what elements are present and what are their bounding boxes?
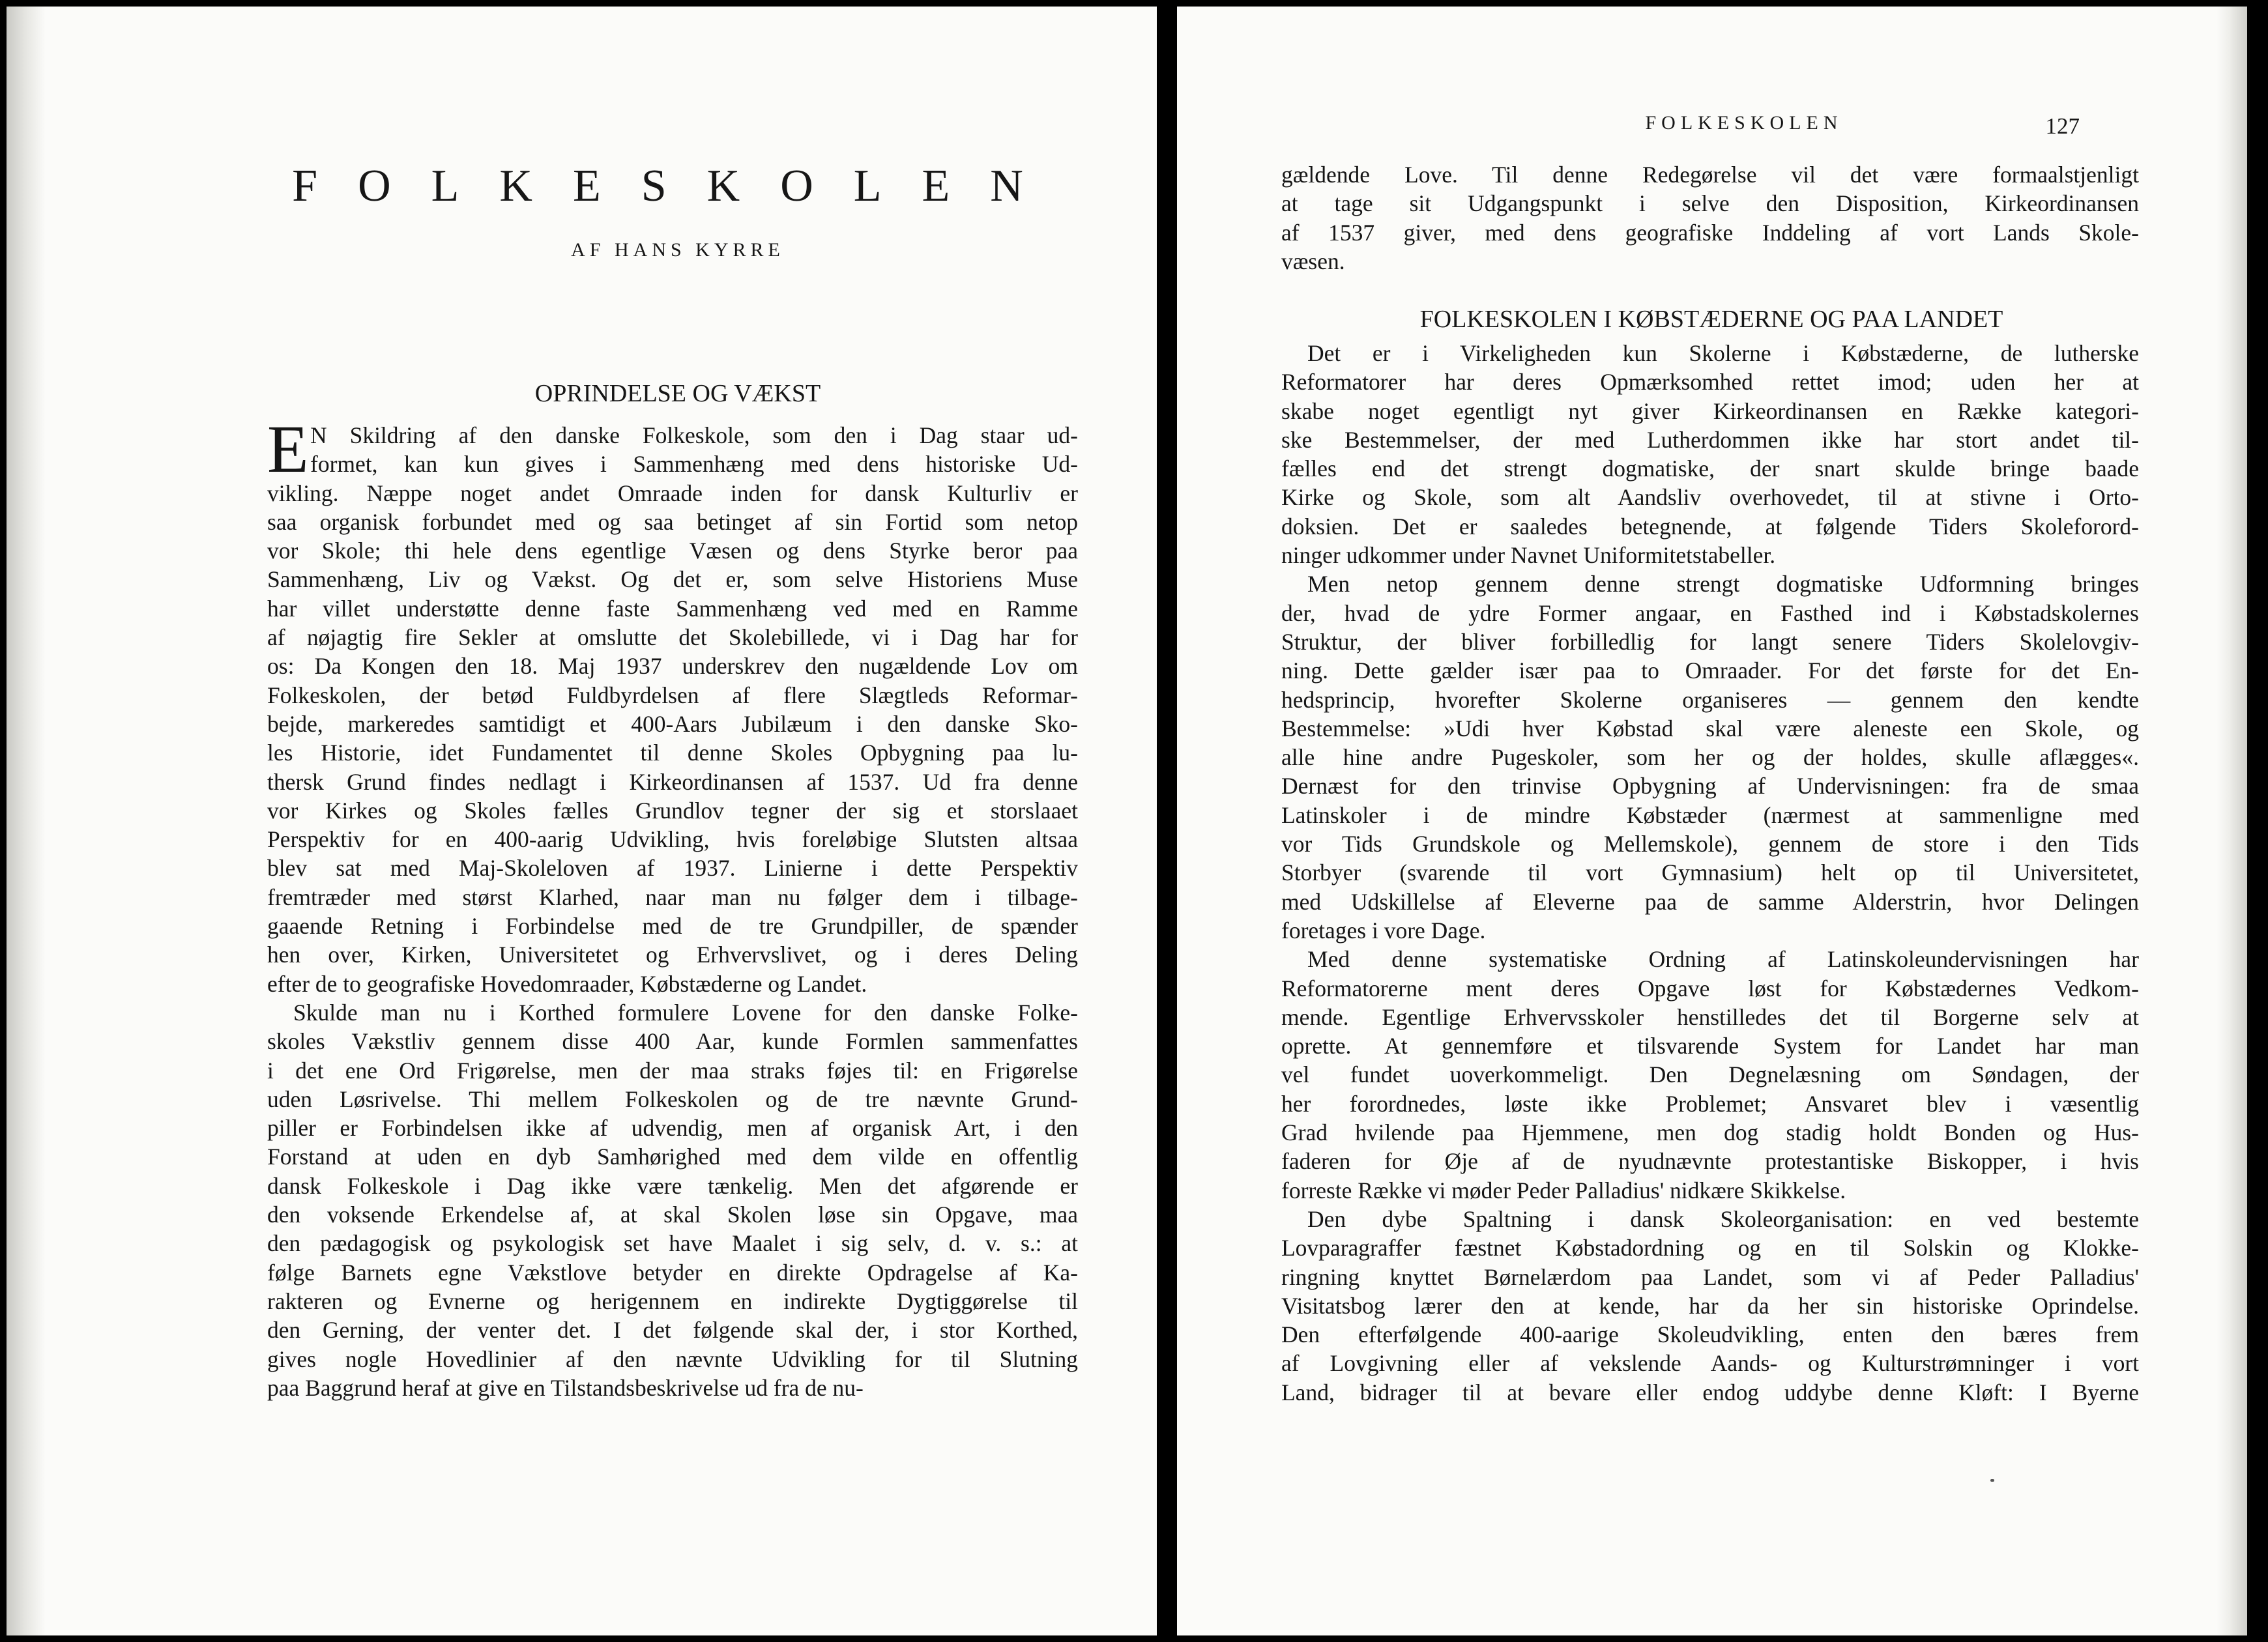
text-line: bejde, markeredes samtidigt et 400-Aars Jubilæum i den danske Sko- [267, 710, 1078, 737]
text-line: Lovparagraffer fæstnet Købstadordning og en til Solskin og Klokke- [1281, 1235, 2139, 1261]
text-line: paa Baggrund heraf at give en Tilstandsbeskrivelse ud fra de nu- [267, 1374, 864, 1401]
text-line: ninger udkommer under Navnet Uniformitetstabeller. [1281, 542, 1776, 569]
right-body-continuation [1281, 160, 2139, 276]
text-line: Reformatorerne ment deres Opgave løst for Købstædernes Vedkom- [1281, 975, 2139, 1001]
text-line: fælles end det strengt dogmatiske, der snart skulde bringe baade [1281, 455, 2139, 482]
text-line: forreste Række vi møder Peder Palladius' nidkære Skikkelse. [1281, 1177, 1846, 1203]
drop-cap: E [267, 412, 309, 487]
text-line: efter de to geografiske Hovedomraader, Købstæderne og Landet. [267, 970, 867, 997]
text-line: Latinskoler i de mindre Købstæder (nærmest at sammenligne med [1281, 801, 2139, 828]
left-page [7, 7, 1157, 1635]
text-line: den voksende Erkendelse af, at skal Skolen løse sin Opgave, maa [267, 1202, 1078, 1228]
text-line: alle hine andre Pugeskoler, som her og der holdes, skulle aflægges«. [1281, 744, 2139, 771]
text-line: Men netop gennem denne strengt dogmatiske Udformning bringes [1307, 571, 2139, 598]
right-page [1177, 7, 2247, 1635]
text-line: følge Barnets egne Vækstlove betyder en direkte Opdragelse af Ka- [267, 1259, 1078, 1286]
text-line: oprette. At gennemføre et tilsvarende System for Landet har man [1281, 1033, 2139, 1059]
text-line: ning. Dette gælder især paa to Omraader. For det første for det En- [1281, 657, 2139, 684]
text-line: af 1537 giver, med dens geografiske Inddeling af vort Lands Skole- [1281, 219, 2139, 246]
text-line: uden Løsrivelse. Thi mellem Folkeskolen og de tre nævnte Grund- [267, 1086, 1078, 1112]
text-line: gaaende Retning i Forbindelse med de tre Grundpiller, de spænder [267, 913, 1078, 940]
paper-speck [1990, 1479, 1994, 1482]
text-line: Sammenhæng, Liv og Vækst. Og det er, som selve Historiens Muse [267, 566, 1078, 593]
text-line: med Udskillelse af Eleverne paa de samme Alderstrin, hvor Delingen [1281, 888, 2139, 915]
text-line: saa organisk forbundet med og saa betinget af sin Fortid som netop [267, 508, 1078, 535]
text-line: Perspektiv for en 400-aarig Udvikling, hvis foreløbige Slutsten altsaa [267, 826, 1078, 853]
text-line: der, hvad de ydre Former angaar, en Fasthed ind i Købstadskolernes [1281, 599, 2139, 626]
text-line: vel fundet uoverkommeligt. Den Degnelæsning om Søndagen, der [1281, 1061, 2139, 1088]
text-line: den pædagogisk og psykologisk set have Maalet i sig selv, d. v. s.: at [267, 1230, 1078, 1257]
text-line: les Historie, idet Fundamentet til denne Skoles Opbygning paa lu- [267, 740, 1078, 766]
text-line: Struktur, der bliver forbilledlig for langt senere Tiders Skolelovgiv- [1281, 628, 2139, 655]
text-line: formet, kan kun gives i Sammenhæng med dens historiske Ud- [310, 451, 1078, 478]
text-line: i det ene Ord Frigørelse, men der maa straks føjes til: en Frigørelse [267, 1057, 1078, 1084]
text-line: Folkeskolen, der betød Fuldbyrdelsen af flere Slægtleds Reformar- [267, 682, 1078, 708]
text-line: dansk Folkeskole i Dag ikke være tænkelig. Men det afgørende er [267, 1172, 1078, 1199]
left-body-text [267, 421, 1078, 1402]
text-line: doksien. Det er saaledes betegnende, at følgende Tiders Skoleforord- [1281, 513, 2139, 540]
text-line: Visitatsbog lærer den at kende, har da her sin historiske Oprindelse. [1281, 1292, 2139, 1319]
text-line: foretages i vore Dage. [1281, 917, 1486, 943]
text-line: at tage sit Udgangspunkt i selve den Disposition, Kirkeordinansen [1281, 190, 2139, 217]
text-line: vor Kirkes og Skoles fælles Grundlov tegner der sig et storslaaet [267, 797, 1078, 824]
right-body-text [1281, 339, 2139, 1407]
text-line: faderen for Øje af de nyudnævnte protestantiske Biskopper, i hvis [1281, 1148, 2139, 1175]
text-line: Skulde man nu i Korthed formulere Lovene for den danske Folke- [293, 999, 1078, 1026]
text-line: Storbyer (svarende til vort Gymnasium) helt op til Universitetet, [1281, 859, 2139, 886]
text-line: gives nogle Hovedlinier af den nævnte Udvikling for til Slutning [267, 1346, 1078, 1372]
page-edge-shadow [7, 7, 46, 1635]
text-line: Med denne systematiske Ordning af Latinskoleundervisningen har [1307, 946, 2139, 973]
page-number: 127 [2045, 113, 2080, 139]
text-line: mende. Egentlige Erhvervsskoler henstilledes det til Borgerne selv at [1281, 1003, 2139, 1030]
text-line: piller er Forbindelsen ikke af udvendig, men af organisk Art, i den [267, 1115, 1078, 1142]
text-line: Det er i Virkeligheden kun Skolerne i Købstæderne, de lutherske [1307, 340, 2139, 366]
text-line: ringning knyttet Børnelærdom paa Landet, som vi af Peder Palladius' [1281, 1263, 2139, 1290]
text-line: her forordnedes, løste ikke Problemet; Ansvaret blev i væsentlig [1281, 1090, 2139, 1117]
text-line: thersk Grund findes nedlagt i Kirkeordinansen af 1537. Ud fra denne [267, 768, 1078, 795]
text-line: Forstand at uden en dyb Samhørighed med dem vilde en offentlig [267, 1144, 1078, 1170]
page-edge-shadow [2217, 7, 2247, 1635]
text-line: vor Tids Grundskole og Mellemskole), gennem de store i den Tids [1281, 831, 2139, 857]
text-line: Den dybe Spaltning i dansk Skoleorganisation: en ved bestemte [1307, 1205, 2139, 1232]
text-line: Dernæst for den trinvise Opbygning af Undervisningen: fra de smaa [1281, 773, 2139, 799]
text-line: skabe noget egentligt nyt giver Kirkeordinansen en Række kategori- [1281, 397, 2139, 424]
text-line: Grad hvilende paa Hjemmene, men dog stadig holdt Bonden og Hus- [1281, 1119, 2139, 1146]
text-line: gældende Love. Til denne Redegørelse vil det være formaalstjenligt [1281, 162, 2139, 188]
text-line: af nøjagtig fire Sekler at omslutte det Skolebillede, vi i Dag har for [267, 624, 1078, 651]
text-line: Land, bidrager til at bevare eller endog uddybe denne Kløft: I Byerne [1281, 1379, 2139, 1405]
text-line: os: Da Kongen den 18. Maj 1937 underskrev den nugældende Lov om [267, 653, 1078, 680]
text-line: har villet understøtte denne faste Sammenhæng ved med en Ramme [267, 595, 1078, 622]
text-line: vor Skole; thi hele dens egentlige Væsen og dens Styrke beror paa [267, 538, 1078, 564]
text-line: N Skildring af den danske Folkeskole, som den i Dag staar ud- [310, 422, 1078, 448]
text-line: vikling. Næppe noget andet Omraade inden for dansk Kulturliv er [267, 480, 1078, 506]
text-line: af Lovgivning eller af vekslende Aands- og Kulturstrømninger i vort [1281, 1350, 2139, 1377]
text-line: ske Bestemmelser, der med Lutherdommen ikke har stort andet til- [1281, 426, 2139, 453]
article-title: FOLKESKOLEN [292, 161, 1064, 211]
text-line: Den efterfølgende 400-aarige Skoleudvikling, enten den bæres frem [1281, 1321, 2139, 1348]
author-byline: AF HANS KYRRE [571, 239, 785, 261]
text-line: væsen. [1281, 248, 1345, 274]
running-head: FOLKESKOLEN [1645, 112, 1843, 134]
text-line: fremtræder med størst Klarhed, naar man nu følger dem i tilbage- [267, 884, 1078, 910]
text-line: rakteren og Evnerne og herigennem en indirekte Dygtiggørelse til [267, 1288, 1078, 1314]
text-line: blev sat med Maj-Skoleloven af 1937. Linierne i dette Perspektiv [267, 855, 1078, 882]
section-heading-origin: OPRINDELSE OG VÆKST [534, 380, 821, 407]
text-line: Bestemmelse: »Udi hver Købstad skal være aleneste een Skole, og [1281, 715, 2139, 742]
text-line: hen over, Kirken, Universitetet og Erhvervslivet, og i deres Deling [267, 942, 1078, 968]
text-line: Reformatorer har deres Opmærksomhed rettet imod; uden her at [1281, 369, 2139, 396]
text-line: skoles Vækstliv gennem disse 400 Aar, kunde Formlen sammenfattes [267, 1028, 1078, 1055]
text-line: Kirke og Skole, som alt Aandsliv overhovedet, til at stivne i Orto- [1281, 484, 2139, 511]
text-line: hedsprincip, hvorefter Skolerne organiseres — gennem den kendte [1281, 686, 2139, 713]
section-heading-towns: FOLKESKOLEN I KØBSTÆDERNE OG PAA LANDET [1419, 306, 2003, 333]
text-line: den Gerning, der venter det. I det følgende skal der, i stor Korthed, [267, 1317, 1078, 1344]
